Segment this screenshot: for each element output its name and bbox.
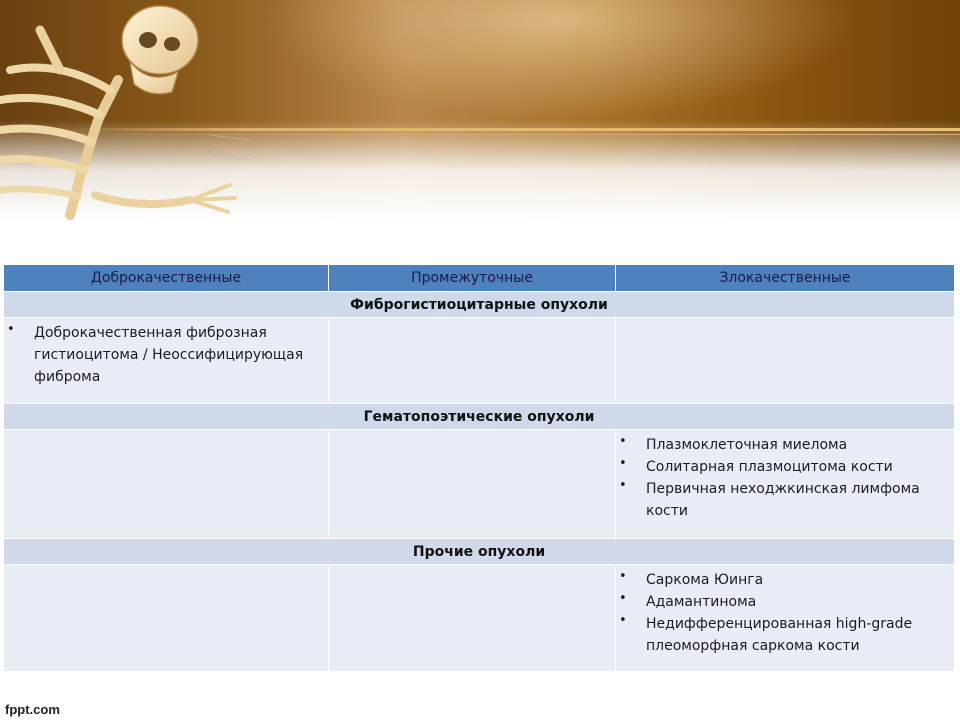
list-item: • Саркома Юинга: [616, 569, 954, 591]
tumor-classification-table: [3, 264, 955, 672]
section-row: [4, 539, 955, 565]
cell-malignant: [616, 318, 955, 404]
cell-malignant: [616, 565, 955, 672]
list-item: • Адамантинома: [616, 591, 954, 613]
list-item: • Недифференцированная high-grade плеоморфная саркома кости: [616, 613, 954, 657]
cell-benign: [4, 565, 329, 672]
table-header-row: [4, 265, 955, 292]
section-title: Фиброгистиоцитарные опухоли: [4, 292, 955, 318]
footer-brand: fppt.com: [5, 702, 60, 717]
section-row: [4, 292, 955, 318]
table-row: [4, 565, 955, 672]
cell-intermediate: [329, 318, 616, 404]
cell-intermediate: [329, 430, 616, 539]
skeleton-illustration: [0, 0, 270, 265]
list-item: • Солитарная плазмоцитома кости: [616, 456, 954, 478]
list-item: • Доброкачественная фиброзная гистиоцитома / Неоссифицирующая фиброма: [4, 322, 328, 388]
table-row: [4, 430, 955, 539]
cell-benign: [4, 430, 329, 539]
list-item: • Плазмоклеточная миелома: [616, 434, 954, 456]
header-intermediate: Промежуточные: [329, 265, 616, 292]
section-title: Гематопоэтические опухоли: [4, 404, 955, 430]
section-title: Прочие опухоли: [4, 539, 955, 565]
list-item: • Первичная неходжкинская лимфома кости: [616, 478, 954, 522]
section-row: [4, 404, 955, 430]
cell-malignant: [616, 430, 955, 539]
table-row: [4, 318, 955, 404]
cell-intermediate: [329, 565, 616, 672]
header-malignant: Злокачественные: [616, 265, 955, 292]
cell-benign: [4, 318, 329, 404]
header-benign: Доброкачественные: [4, 265, 329, 292]
